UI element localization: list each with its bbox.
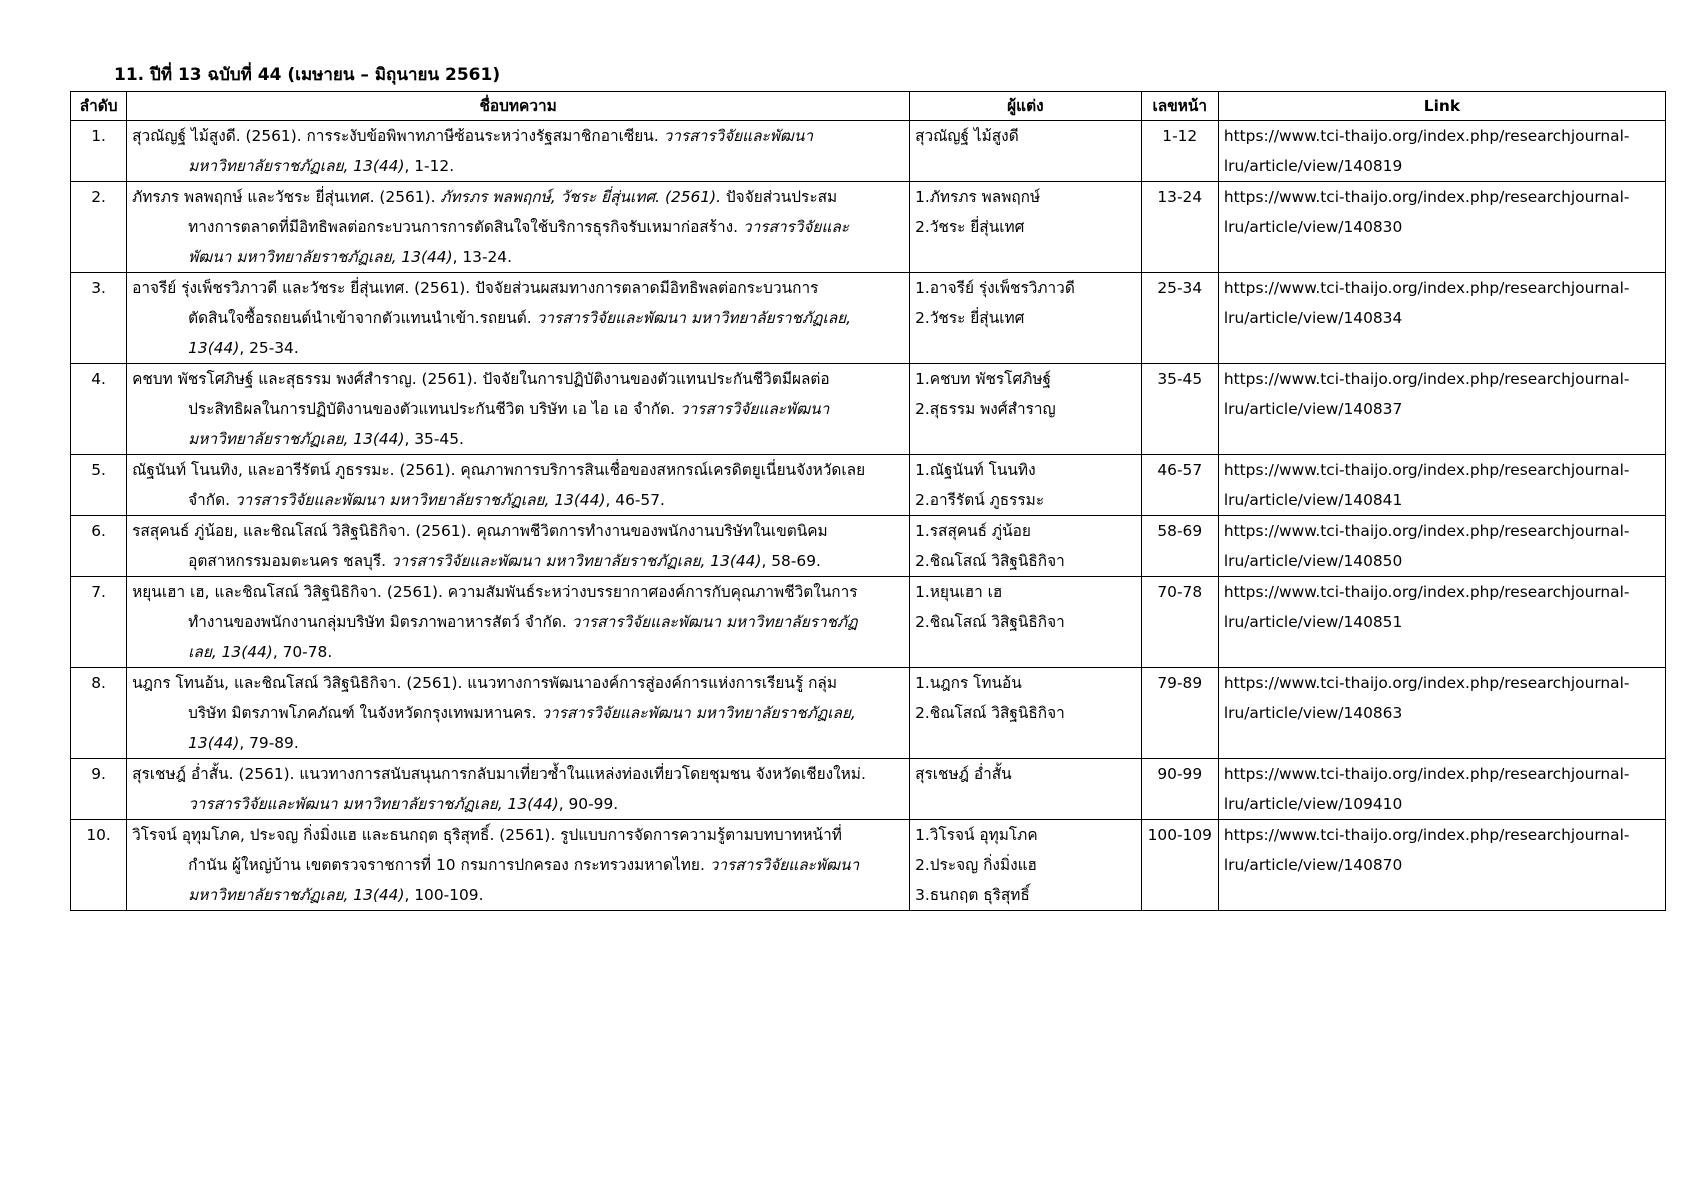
citation-journal-text: วารสารวิจัยและพัฒนา มหาวิทยาลัยราชภัฏ <box>571 613 858 631</box>
citation-line <box>132 577 904 607</box>
article-link-text[interactable]: https://www.tci-thaijo.org/index.php/researchjournal- <box>1223 826 1630 844</box>
row-number: 6. <box>71 516 127 577</box>
citation-text: , 13-24. <box>452 248 512 266</box>
table-row <box>71 668 1666 759</box>
row-number: 10. <box>71 820 127 911</box>
citation-line <box>132 546 904 576</box>
row-number: 4. <box>71 364 127 455</box>
citation-journal-text: วารสารวิจัยและพัฒนา มหาวิทยาลัยราชภัฏเลย, 13(44) <box>234 491 606 509</box>
article-citation <box>127 364 910 455</box>
article-pages: 46-57 <box>1141 455 1218 516</box>
author-name: 2.อารีรัตน์ ภูธรรมะ <box>915 491 1045 509</box>
citation-line <box>132 333 904 363</box>
citation-text: , 90-99. <box>558 795 619 813</box>
author-name: 2.ชิณโสณ์ วิสิฐนิธิกิจา <box>915 704 1065 722</box>
citation-line <box>132 455 904 485</box>
row-number: 9. <box>71 759 127 820</box>
article-link-text[interactable]: lru/article/view/140870 <box>1223 856 1403 874</box>
citation-text: , 1-12. <box>404 157 455 175</box>
article-citation <box>127 759 910 820</box>
article-citation <box>127 577 910 668</box>
article-link[interactable] <box>1218 121 1665 182</box>
citation-line <box>132 728 904 758</box>
table-row <box>71 121 1666 182</box>
article-pages: 35-45 <box>1141 364 1218 455</box>
citation-text: , 58-69. <box>761 552 821 570</box>
column-header-pages: เลขหน้า <box>1141 92 1218 121</box>
column-header-authors: ผู้แต่ง <box>910 92 1142 121</box>
citation-journal-text: วารสารวิจัยและพัฒนา มหาวิทยาลัยราชภัฏเลย, <box>541 704 856 722</box>
article-citation <box>127 820 910 911</box>
citation-line <box>132 516 904 546</box>
citation-journal-text: วารสารวิจัยและพัฒนา มหาวิทยาลัยราชภัฏเลย, 13(44) <box>390 552 762 570</box>
author-name: สุวณัญฐ์ ไม้สูงดี <box>915 127 1019 145</box>
table-row <box>71 455 1666 516</box>
citation-text: จำกัด. <box>188 491 235 509</box>
article-link-text[interactable]: https://www.tci-thaijo.org/index.php/researchjournal- <box>1223 188 1630 206</box>
table-row <box>71 364 1666 455</box>
citation-journal-text: พัฒนา มหาวิทยาลัยราชภัฏเลย, 13(44) <box>188 248 453 266</box>
citation-text: หยุนเฮา เฮ, และชิณโสณ์ วิสิฐนิธิกิจา. (2561). ความสัมพันธ์ระหว่างบรรยากาศองค์การกับคุณภาพชีวิตในการ <box>132 583 858 601</box>
author-name: 1.อาจรีย์ รุ่งเพ็ชรวิภาวดี <box>915 279 1075 297</box>
article-link-text[interactable]: https://www.tci-thaijo.org/index.php/researchjournal- <box>1223 674 1630 692</box>
article-authors <box>910 820 1142 911</box>
table-row <box>71 759 1666 820</box>
citation-text: อาจรีย์ รุ่งเพ็ชรวิภาวดี และวัชระ ยี่สุ่นเทศ. (2561). ปัจจัยส่วนผสมทางการตลาดมีอิทธิพลต่อกระบวนการ <box>132 279 819 297</box>
article-citation <box>127 516 910 577</box>
article-pages: 90-99 <box>1141 759 1218 820</box>
citation-line <box>132 637 904 667</box>
row-number: 8. <box>71 668 127 759</box>
column-header-number: ลำดับ <box>71 92 127 121</box>
citation-text: ปัจจัยส่วนประสม <box>721 188 838 206</box>
article-link-text[interactable]: lru/article/view/140841 <box>1223 491 1403 509</box>
citation-line <box>132 485 904 515</box>
citation-line <box>132 121 904 151</box>
citation-text: , 79-89. <box>239 734 299 752</box>
citation-text: ตัดสินใจซื้อรถยนต์นำเข้าจากตัวแทนนำเข้า.รถยนต์. <box>188 309 537 327</box>
table-row <box>71 516 1666 577</box>
author-name: 2.วัชระ ยี่สุ่นเทศ <box>915 309 1025 327</box>
article-link[interactable] <box>1218 364 1665 455</box>
citation-line <box>132 668 904 698</box>
article-authors <box>910 273 1142 364</box>
citation-line <box>132 850 904 880</box>
article-link-text[interactable]: lru/article/view/140863 <box>1223 704 1403 722</box>
citation-line <box>132 789 904 819</box>
author-name: 2.ชิณโสณ์ วิสิฐนิธิกิจา <box>915 552 1065 570</box>
article-pages: 79-89 <box>1141 668 1218 759</box>
article-authors <box>910 182 1142 273</box>
citation-journal-text: วารสารวิจัยและพัฒนา <box>709 856 860 874</box>
table-row <box>71 273 1666 364</box>
table-header-row <box>71 92 1666 121</box>
article-link-text[interactable]: lru/article/view/140834 <box>1223 309 1403 327</box>
author-name: 3.ธนกฤต ธุริสุทธิ์ <box>915 886 1030 904</box>
citation-line <box>132 820 904 850</box>
article-link[interactable] <box>1218 273 1665 364</box>
article-citation <box>127 273 910 364</box>
citation-line <box>132 182 904 212</box>
table-row <box>71 182 1666 273</box>
article-pages: 70-78 <box>1141 577 1218 668</box>
citation-journal-text: มหาวิทยาลัยราชภัฏเลย, 13(44) <box>188 157 405 175</box>
article-authors <box>910 577 1142 668</box>
article-link-text[interactable]: lru/article/view/140850 <box>1223 552 1403 570</box>
column-header-link: Link <box>1218 92 1665 121</box>
article-authors <box>910 516 1142 577</box>
column-header-title: ชื่อบทความ <box>127 92 910 121</box>
citation-text: ทำงานของพนักงานกลุ่มบริษัท มิตรภาพอาหารสัตว์ จำกัด. <box>188 613 572 631</box>
citation-text: , 70-78. <box>272 643 333 661</box>
article-pages: 1-12 <box>1141 121 1218 182</box>
article-authors <box>910 121 1142 182</box>
article-pages: 25-34 <box>1141 273 1218 364</box>
article-link[interactable] <box>1218 820 1665 911</box>
citation-journal-text: วารสารวิจัยและ <box>742 218 850 236</box>
article-link-text[interactable]: lru/article/view/140819 <box>1223 157 1403 175</box>
citation-text: กำนัน ผู้ใหญ่บ้าน เขตตรวจราชการที่ 10 กรมการปกครอง กระทรวงมหาดไทย. <box>188 856 710 874</box>
article-link-text[interactable]: https://www.tci-thaijo.org/index.php/researchjournal- <box>1223 765 1630 783</box>
row-number: 3. <box>71 273 127 364</box>
citation-journal-text: วารสารวิจัยและพัฒนา มหาวิทยาลัยราชภัฏเลย, <box>536 309 852 327</box>
citation-text: , 46-57. <box>605 491 665 509</box>
citation-line <box>132 242 904 272</box>
article-link[interactable] <box>1218 759 1665 820</box>
article-authors <box>910 364 1142 455</box>
author-name: 2.ชิณโสณ์ วิสิฐนิธิกิจา <box>915 613 1065 631</box>
citation-text: คชบท พัชรโศภิษฐ์ และสุธรรม พงศ์สำราญ. (2561). ปัจจัยในการปฏิบัติงานของตัวแทนประกันชีวิตมีผลต่อ <box>132 370 830 388</box>
article-link[interactable] <box>1218 516 1665 577</box>
citation-text: ประสิทธิผลในการปฏิบัติงานของตัวแทนประกันชีวิต บริษัท เอ ไอ เอ จำกัด. <box>188 400 680 418</box>
citation-text: สุรเชษฎ์ อ่ำสั้น. (2561). แนวทางการสนับสนุนการกลับมาเที่ยวซ้ำในแหล่งท่องเที่ยวโดยชุมชน จังหวัดเชียงใหม่. <box>132 765 866 783</box>
article-citation <box>127 121 910 182</box>
article-link-text[interactable]: lru/article/view/109410 <box>1223 795 1403 813</box>
row-number: 2. <box>71 182 127 273</box>
citation-line <box>132 698 904 728</box>
citation-text: บริษัท มิตรภาพโภคภัณฑ์ ในจังหวัดกรุงเทพมหานคร. <box>188 704 542 722</box>
citation-text: วิโรจน์ อุทุมโภค, ประจญ กิ่งมิ่งแฮ และธนกฤต ธุริสุทธิ์. (2561). รูปแบบการจัดการความรู้ตามบทบาทหน้าที่ <box>132 826 842 844</box>
row-number: 7. <box>71 577 127 668</box>
citation-text: , 100-109. <box>404 886 484 904</box>
citation-text: , 25-34. <box>239 339 299 357</box>
articles-table <box>70 91 1666 911</box>
article-link[interactable] <box>1218 455 1665 516</box>
citation-journal-text: 13(44) <box>188 734 240 752</box>
author-name: 1.คชบท พัชรโศภิษฐ์ <box>915 370 1052 388</box>
citation-line <box>132 607 904 637</box>
author-name: 2.สุธรรม พงศ์สำราญ <box>915 400 1056 418</box>
page-heading: 11. ปีที่ 13 ฉบับที่ 44 (เมษายน – มิถุนายน 2561) <box>114 65 501 85</box>
author-name: 1.วิโรจน์ อุทุมโภค <box>915 826 1038 844</box>
author-name: 1.ณัฐนันท์ โนนทิง <box>915 461 1036 479</box>
article-link[interactable] <box>1218 577 1665 668</box>
citation-line <box>132 424 904 454</box>
article-link-text[interactable]: lru/article/view/140851 <box>1223 613 1403 631</box>
article-link-text[interactable]: https://www.tci-thaijo.org/index.php/researchjournal- <box>1223 127 1630 145</box>
article-citation <box>127 668 910 759</box>
author-name: 1.หยุนเฮา เฮ <box>915 583 1003 601</box>
article-authors <box>910 455 1142 516</box>
author-name: 1.รสสุคนธ์ ภู่น้อย <box>915 522 1031 540</box>
article-link-text[interactable]: https://www.tci-thaijo.org/index.php/researchjournal- <box>1223 370 1630 388</box>
citation-journal-text: วารสารวิจัยและพัฒนา <box>679 400 830 418</box>
citation-line <box>132 759 904 789</box>
author-name: 2.วัชระ ยี่สุ่นเทศ <box>915 218 1025 236</box>
citation-journal-text: ภัทรภร พลพฤกษ์, วัชระ ยี่สุ่นเทศ. (2561). <box>440 188 722 206</box>
article-pages: 13-24 <box>1141 182 1218 273</box>
article-link-text[interactable]: lru/article/view/140837 <box>1223 400 1403 418</box>
table-row <box>71 820 1666 911</box>
citation-text: นฎกร โทนอ้น, และชิณโสณ์ วิสิฐนิธิกิจา. (2561). แนวทางการพัฒนาองค์การสู่องค์การแห่งการเรียนรู้ กลุ่ม <box>132 674 837 692</box>
row-number: 1. <box>71 121 127 182</box>
article-pages: 58-69 <box>1141 516 1218 577</box>
citation-line <box>132 273 904 303</box>
citation-journal-text: วารสารวิจัยและพัฒนา มหาวิทยาลัยราชภัฏเลย, 13(44) <box>188 795 559 813</box>
citation-text: อุตสาหกรรมอมตะนคร ชลบุรี. <box>188 552 391 570</box>
citation-journal-text: มหาวิทยาลัยราชภัฏเลย, 13(44) <box>188 430 405 448</box>
citation-journal-text: เลย, 13(44) <box>188 643 273 661</box>
citation-line <box>132 151 904 181</box>
article-link-text[interactable]: lru/article/view/140830 <box>1223 218 1403 236</box>
citation-journal-text: มหาวิทยาลัยราชภัฏเลย, 13(44) <box>188 886 405 904</box>
article-authors <box>910 668 1142 759</box>
citation-text: ณัฐนันท์ โนนทิง, และอารีรัตน์ ภูธรรมะ. (2561). คุณภาพการบริการสินเชื่อของสหกรณ์เครดิตยูเนี่ยนจังหวัดเลย <box>132 461 866 479</box>
citation-text: ทางการตลาดที่มีอิทธิพลต่อกระบวนการการตัดสินใจใช้บริการธุรกิจรับเหมาก่อสร้าง. <box>188 218 743 236</box>
article-citation <box>127 182 910 273</box>
citation-line <box>132 212 904 242</box>
table-row <box>71 577 1666 668</box>
citation-line <box>132 394 904 424</box>
citation-text: รสสุคนธ์ ภู่น้อย, และชิณโสณ์ วิสิฐนิธิกิจา. (2561). คุณภาพชีวิตการทำงานของพนักงานบริษัทในเขตนิคม <box>132 522 828 540</box>
article-link-text[interactable]: https://www.tci-thaijo.org/index.php/researchjournal- <box>1223 461 1630 479</box>
row-number: 5. <box>71 455 127 516</box>
citation-journal-text: 13(44) <box>188 339 240 357</box>
author-name: สุรเชษฎ์ อ่ำสั้น <box>915 765 1012 783</box>
article-pages: 100-109 <box>1141 820 1218 911</box>
citation-line <box>132 880 904 910</box>
citation-text: , 35-45. <box>404 430 464 448</box>
article-citation <box>127 455 910 516</box>
table-body <box>71 121 1666 911</box>
citation-text: ภัทรภร พลพฤกษ์ และวัชระ ยี่สุ่นเทศ. (2561). <box>132 188 441 206</box>
article-link-text[interactable]: https://www.tci-thaijo.org/index.php/researchjournal- <box>1223 522 1630 540</box>
citation-journal-text: วารสารวิจัยและพัฒนา <box>663 127 813 145</box>
citation-text: สุวณัญฐ์ ไม้สูงดี. (2561). การระงับข้อพิพาทภาษีซ้อนระหว่างรัฐสมาชิกอาเซียน. <box>132 127 664 145</box>
author-name: 1.นฎกร โทนอ้น <box>915 674 1022 692</box>
citation-line <box>132 364 904 394</box>
author-name: 2.ประจญ กิ่งมิ่งแฮ <box>915 856 1037 874</box>
article-link-text[interactable]: https://www.tci-thaijo.org/index.php/researchjournal- <box>1223 279 1630 297</box>
article-link[interactable] <box>1218 668 1665 759</box>
article-link[interactable] <box>1218 182 1665 273</box>
article-link-text[interactable]: https://www.tci-thaijo.org/index.php/researchjournal- <box>1223 583 1630 601</box>
author-name: 1.ภัทรภร พลพฤกษ์ <box>915 188 1041 206</box>
article-authors <box>910 759 1142 820</box>
citation-line <box>132 303 904 333</box>
